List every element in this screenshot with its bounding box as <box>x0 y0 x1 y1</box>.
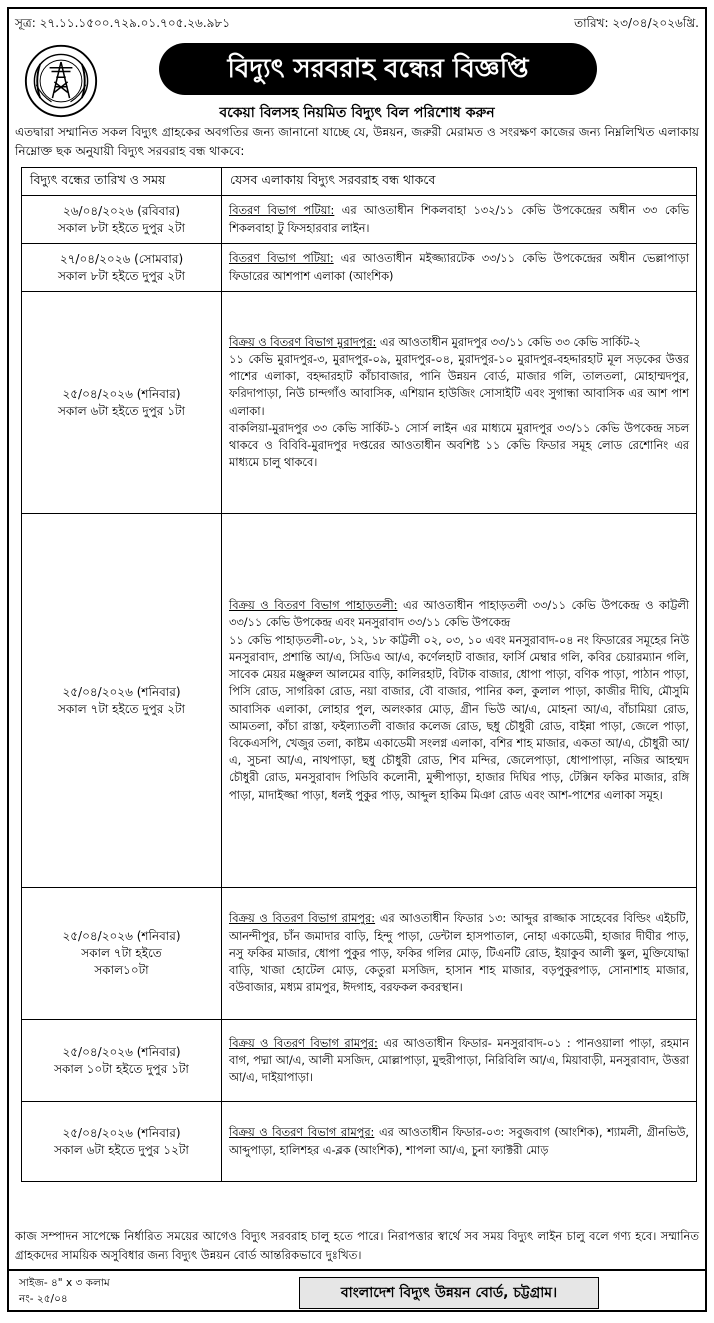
footer-divider <box>9 1269 705 1271</box>
division-name: বিতরণ বিভাগ পটিয়া: <box>229 252 334 266</box>
outage-schedule-table <box>21 167 697 1182</box>
area-details: এর আওতাধীন ফিডার-০৩: সবুজবাগ (আংশিক), শ্যামলী, গ্রীনভিউ, আব্দুপাড়া, হালিশহর এ-ব্লক (আংশিক), শাপলা আ/এ, চুনা ফ্যাক্টরী মোড় <box>229 1126 689 1157</box>
outage-area <box>222 1102 697 1182</box>
table-row <box>22 196 697 244</box>
area-details: এর আওতাধীন ফিডার- মনসুরাবাদ-০১ : পানওয়ালা পাড়া, রহমান বাগ, পদ্মা আ/এ, আলী মসজিদ, মোল্লাপাড়া, মুহুরীপাড়া, নিরিবিলি আ/এ, মিয়াবাড়ী, মনসুরাবাদ, উত্তরা আ/এ, দাইয়াপাড়া। <box>229 1036 689 1085</box>
notice-subtitle: বকেয়া বিলসহ নিয়মিত বিদ্যুৎ বিল পরিশোধ করুন <box>219 105 495 121</box>
division-name: বিক্রয় ও বিতরণ বিভাগ রামপুর: <box>229 1126 375 1140</box>
outage-time: ২৫/০৪/২০২৬ (শনিবার) সকাল ৭টা হইতে সকাল১০টা <box>22 888 222 1020</box>
table-header-row <box>22 168 697 196</box>
col-header-time: বিদ্যুৎ বন্ধের তারিখ ও সময় <box>22 168 222 196</box>
table-row <box>22 244 697 292</box>
area-details: এর আওতাধীন শিকলবাহা ১৩২/১১ কেভি উপকেন্দ্রের অধীন ৩৩ কেভি শিকলবাহা টু ফিসহারবার লাইন। <box>229 204 689 235</box>
division-name: বিক্রয় ও বিতরণ বিভাগ রামপুর: <box>229 1036 378 1050</box>
outage-time: ২৫/০৪/২০২৬ (শনিবার) সকাল ৬টা হইতে দুপুর ১২টা <box>22 1102 222 1182</box>
area-details: এর আওতাধীন মইজ্জ্যারটেক ৩৩/১১ কেভি উপকেন্দ্রের অধীন ভেল্লাপাড়া ফিডারের আশপাশ এলাকা (আংশিক) <box>229 252 689 283</box>
footer-note: কাজ সম্পাদন সাপেক্ষে নির্ধারিত সময়ের আগেও বিদ্যুৎ সরবরাহ চালু হতে পারে। নিরাপত্তার স্বার্থে সব সময় বিদ্যুৎ লাইন চালু বলে গণ্য হবে। সম্মানিত গ্রাহকদের সাময়িক অসুবিধার জন্য বিদ্যুৎ উন্নয়ন বোর্ড আন্তরিকভাবে দুঃখিত। <box>15 1229 699 1262</box>
outage-area <box>222 1020 697 1102</box>
table-row <box>22 1020 697 1102</box>
division-name: বিতরণ বিভাগ পটিয়া: <box>229 204 335 218</box>
notice-intro: এতদ্বারা সম্মানিত সকল বিদ্যুৎ গ্রাহকের অবগতির জন্য জানানো যাচ্ছে যে, উন্নয়ন, জরুরী মেরামত ও সংরক্ষণ কাজের জন্য নিম্নলিখিত এলাকায় নিম্নোক্ত ছক অনুযায়ী বিদ্যুৎ সরবরাহ বন্ধ থাকবে: <box>15 125 699 158</box>
outage-time: ২৫/০৪/২০২৬ (শনিবার) সকাল ৭টা হইতে দুপুর ২টা <box>22 514 222 888</box>
table-row <box>22 514 697 888</box>
ad-size: সাইজ- ৪" x ৩ কলাম <box>19 1277 110 1289</box>
division-name: বিক্রয় ও বিতরণ বিভাগ রামপুর: <box>229 912 376 926</box>
area-details: এর আওতাধীন পাহাড়তলী ৩৩/১১ কেভি উপকেন্দ্র ও কাট্টলী ৩৩/১১ কেভি উপকেন্দ্র এবং মনসুরাবাদ ৩৩/১১ কেভি উপকেন্দ্র ১১ কেভি পাহাড়তলী-০৮, ১২, ১৮ কাট্টলী ০২, ০৩, ১০ এবং মনসুরাবাদ-০৪ নং ফিডারের সমূহের নিউ মনসুরাবাদ, প্রশান্তি আ/এ, সিডিএ আ/এ, কর্ণেলহাট বাজার, ফার্সি মেম্বার গলি, কবির চেয়ারম্যান গলি, সাবেক মেয়র মঞ্জুরুল আলমের বাড়ি, কালিরহাট, বিটাক বাজার, ধোপা পাড়া, বণিক পাড়া, পাঠান পাড়া, পিসি রোড, সাগরিকা রোড, নয়া বাজার, বৌ বাজার, পানির কল, কুলাল পাড়া, কাজীর দীঘি, মৌসুমি আবাসিক এলাকা, লোহার পুল, অলংকার মোড়, গ্রীন ভিউ আ/এ, মোহনা আ/এ, বাঁচামিয়া রোড, আমতলা, কাঁচা রাস্তা, ফইল্যাতলী বাজার কলেজ রোড, ছধু চৌধুরী রোড, বাইন্না পাড়া, জেলে পাড়া, বিকেএসপি, খেজুর তলা, কাষ্টম একাডেমী সংলগ্ন এলাকা, বশির শাহ মাজার, একতা আ/এ, চৌধুরী আ/এ, সুচনা আ/এ, নাথপাড়া, ছধু চৌধুরী রোড, শিব মন্দির, জেলেপাড়া, ধোপাপাড়া, নজির আহম্মদ চৌধুরী রোড, মনসুরাবাদ পিডিবি কলোনী, মুন্সীপাড়া, হাজার দিঘির পাড়, টেক্সিন ফকির মাজার, রঙ্গি পাড়া, মাদাইজ্জা পাড়া, ধলই পুকুর পাড়, আব্দুল হাকিম মিঞা রোড এবং আশ-পাশের এলাকা সমূহ। <box>229 599 689 802</box>
ad-size-info <box>19 1275 110 1307</box>
table-body <box>22 196 697 1182</box>
outage-area <box>222 244 697 292</box>
outage-time: ২৬/০৪/২০২৬ (রবিবার) সকাল ৮টা হইতে দুপুর ২টা <box>22 196 222 244</box>
area-details: এর আওতাধীন মুরাদপুর ৩৩/১১ কেভি ৩৩ কেভি সার্কিট-২ ১১ কেভি মুরাদপুর-৩, মুরাদপুর-০৯, মুরাদপুর-০৪, মুরাদপুর-১০ মুরাদপুর-বহদ্দারহাট মূল সড়কের উত্তর পাশের এলাকা, বহদ্দারহাট কাঁচাবাজার, পানি উন্নয়ন বোর্ড, মাজার গলি, তালতলা, মোহাম্মদপুর, ফরিদাপাড়া, নিউ চান্দগাঁও আবাসিক, এশিয়ান হাউজিং সোসাইটি এবং সুগান্ধা আবাসিক এর আশ পাশ এলাকা। বাকলিয়া-মুরাদপুর ৩৩ কেভি সার্কিট-১ সোর্স লাইন এর মাধ্যমে মুরাদপুর ৩৩/১১ কেভি উপকেন্দ্র সচল থাকবে ও বিবিবি-মুরাদপুর দপ্তরের আওতাধীন অবশিষ্ট ১১ কেভি ফিডার সমূহ লোড রেশোনিং এর মাধ্যমে চালু থাকবে। <box>229 335 689 470</box>
outage-area <box>222 292 697 514</box>
division-name: বিক্রয় ও বিতরণ বিভাগ পাহাড়তলী: <box>229 599 398 613</box>
notice-page <box>7 7 707 1312</box>
col-header-area: যেসব এলাকায় বিদ্যুৎ সরবরাহ বন্ধ থাকবে <box>222 168 697 196</box>
memo-reference: সূত্র: ২৭.১১.১৫০০.৭২৯.০১.৭০৫.২৬.৯৮১ <box>15 16 230 30</box>
outage-area <box>222 196 697 244</box>
outage-time: ২৫/০৪/২০২৬ (শনিবার) সকাল ৬টা হইতে দুপুর ১টা <box>22 292 222 514</box>
outage-area <box>222 514 697 888</box>
outage-time: ২৫/০৪/২০২৬ (শনিবার) সকাল ১০টা হইতে দুপুর ১টা <box>22 1020 222 1102</box>
header-line <box>15 13 699 35</box>
notice-title: বিদ্যুৎ সরবরাহ বন্ধের বিজ্ঞপ্তি <box>159 43 597 95</box>
table-row <box>22 292 697 514</box>
issuer-signature: বাংলাদেশ বিদ্যুৎ উন্নয়ন বোর্ড, চট্টগ্রাম। <box>299 1277 599 1309</box>
notice-date: তারিখ: ২৩/০৪/২০২৬খ্রি. <box>574 16 699 30</box>
outage-time: ২৭/০৪/২০২৬ (সোমবার) সকাল ৮টা হইতে দুপুর ২টা <box>22 244 222 292</box>
outage-area <box>222 888 697 1020</box>
division-name: বিক্রয় ও বিতরণ বিভাগ মুরাদপুর: <box>229 335 377 349</box>
table-row <box>22 888 697 1020</box>
ad-number: নং- ২৫/০৪ <box>19 1293 68 1305</box>
area-details: এর আওতাধীন ফিডার ১৩: আব্দুর রাজ্জাক সাহেবের বিল্ডিং এইচটি, আনন্দীপুর, চাঁন জমাদার বাড়ি, হিন্দু পাড়া, ডেন্টাল হাসপাতাল, নোহা একাডেমী, হাজার দীঘীর পাড়, নসু ফকির মাজার, ধোপা পুকুর পাড়, ফকির গলির মোড়, টিএনটি রোড, ইয়াকুব আলী স্কুল, মুক্তিযোদ্ধা বাড়ি, খাজা হোটেল মোড়, কেতুরা মসজিদ, হাসান শাহ মাজার, বড়পুকুরপাড়, সোনাশাহ মাজার, বউবাজার, মধ্যম রামপুর, ঈদগাহ, বরফকল কবরস্থান। <box>229 912 689 995</box>
table-row <box>22 1102 697 1182</box>
